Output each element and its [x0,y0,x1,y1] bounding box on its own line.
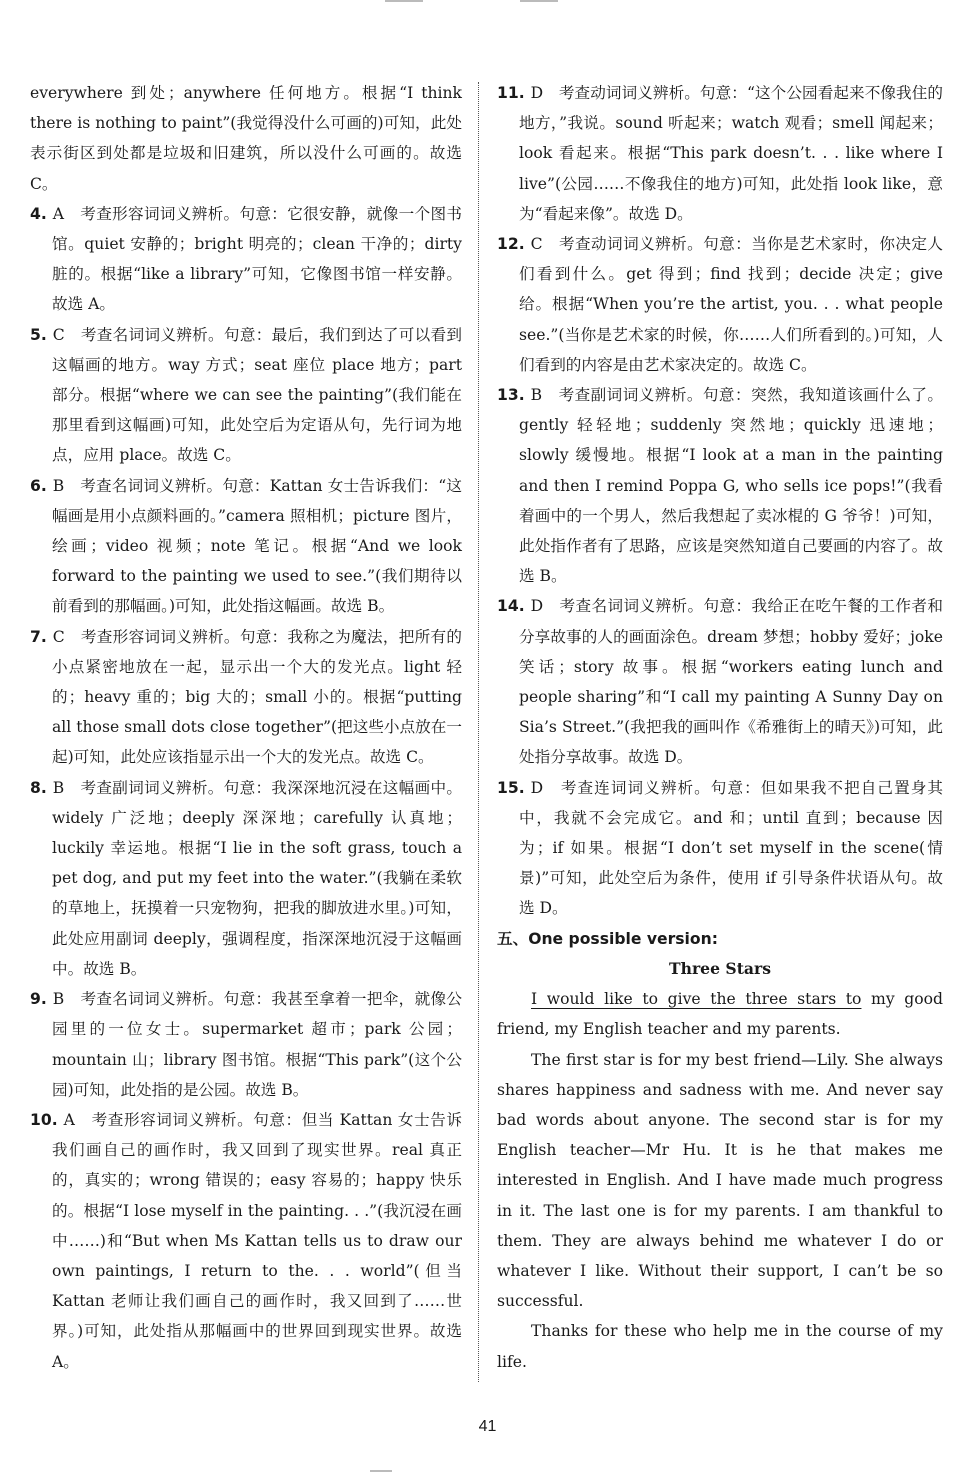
right-column [497,78,943,1377]
answer-text: A 考查形容词词义辨析。句意：但当 Kattan 女士告诉我们画自己的画作时，我又回到了现实世界。real 真正的，真实的；wrong 错误的；easy 容易的；happy 快乐的。根据“I lose myself in the painting. . .”(我沉浸在画中……)和“But when Ms Kattan tells us to draw our own paintings, I return to the. . . world”(但当 Kattan 老师让我们画自己的画作时，我又回到了……世界。)可知，此处指从那幅画中的世界回到现实世界。故选 A。 [52,1110,462,1371]
answer-number: 11. [497,84,525,102]
essay-body [497,984,943,1377]
underlined-first-sentence: I would like to give the three stars to [531,990,862,1009]
answer-text: everywhere 到处；anywhere 任何地方。根据“I think there is nothing to paint”(我觉得没什么可画的)可知，此处表示街区到处都是垃圾和旧建筑，所以没什么可画的。故选 C。 [30,84,462,193]
answer-number: 14. [497,597,525,616]
answer-item-9 [30,984,462,1105]
essay-title: Three Stars [669,958,771,978]
answer-number: 8. [30,778,47,797]
scan-edge-mark [385,0,423,2]
answer-text: D 考查名词词义辨析。句意：我给正在吃午餐的工作者和分享故事的人的画面涂色。dream 梦想；hobby 爱好；joke 笑话；story 故事。根据“workers eating lunch and people sharing”和“I call my painting A Sunny Day on Sia’s Street.”(我把我的画叫作《希雅街上的晴天》)可知，此处指分享故事。故选 D。 [519,597,943,767]
left-column [30,78,462,1377]
answer-text: C 考查名词词义辨析。句意：最后，我们到达了可以看到这幅画的地方。way 方式；seat 座位 place 地方；part 部分。根据“where we can see the painting”(我们能在那里看到这幅画)可知，此处空后为定语从句，先行词为地点，应用 place。故选 C。 [52,325,462,465]
answer-number: 10. [30,1110,58,1129]
scan-edge-mark [520,0,558,2]
answer-text: B 考查副词词义辨析。句意：我深深地沉浸在这幅画中。widely 广泛地；deeply 深深地；carefully 认真地；luckily 幸运地。根据“I lie in the soft grass, touch a pet dog, and put my feet into the water.”(我躺在柔软的草地上，抚摸着一只宠物狗，把我的脚放进水里。)可知，此处应用副词 deeply，强调程度，指深深地沉浸于这幅画中。故选 B。 [52,778,462,978]
answer-item-5 [30,320,462,471]
answer-text: B 考查副词词义辨析。句意：突然，我知道该画什么了。gently 轻轻地；suddenly 突然地；quickly 迅速地；slowly 缓慢地。根据“I look at a man in the painting and then I remind Poppa G, who sells ice pops!”(我看着画中的一个男人，然后我想起了卖冰棍的 G 爷爷！)可知，此处指作者有了思路，应该是突然知道自己要画的内容了。故选 B。 [519,386,943,586]
answer-number: 5. [30,325,47,344]
column-divider [478,82,479,1382]
essay-paragraph-1 [497,984,943,1044]
answer-item-3-continued [30,78,462,199]
answer-text: C 考查动词词义辨析。句意：当你是艺术家时，你决定人们看到什么。get 得到；find 找到；decide 决定；give 给。根据“When you’re the artist, you. . . what people see.”(当你是艺术家的时候，你……人们所看到的。)可知，人们看到的内容是由艺术家决定的。故选 C。 [519,235,943,374]
answer-item-11 [497,78,943,229]
answer-number: 15. [497,778,525,797]
answer-number: 12. [497,235,525,254]
answer-item-4 [30,199,462,320]
answer-number: 13. [497,386,525,405]
answer-item-8 [30,773,462,984]
answer-item-6 [30,471,462,622]
essay-text: my good friend, my English teacher and my parents. [497,990,943,1039]
answer-text: C 考查形容词词义辨析。句意：我称之为魔法，把所有的小点紧密地放在一起，显示出一个大的发光点。light 轻的；heavy 重的；big 大的；small 小的。根据“putting all those small dots close together”(把这些小点放在一起)可知，此处应该指显示出一个大的发光点。故选 C。 [52,627,462,767]
answer-number: 6. [30,476,47,495]
answer-number: 4. [30,204,47,223]
answer-item-14 [497,591,943,772]
answer-item-12 [497,229,943,380]
answer-text: B 考查名词词义辨析。句意：我甚至拿着一把伞，就像公园里的一位女士。supermarket 超市；park 公园；mountain 山；library 图书馆。根据“This park”(这个公园)可知，此处指的是公园。故选 B。 [52,990,462,1099]
answer-item-13 [497,380,943,591]
page-number: 41 [478,1418,497,1435]
essay-paragraph-3: Thanks for these who help me in the course of my life. [497,1322,943,1371]
essay-paragraph-2: The first star is for my best friend—Lily. She always shares happiness and sadness with me. And never say bad words about anyone. The second star is for my English teacher—Mr Hu. It is he that makes me interested in English. And I have made much progress in it. The last one is for my parents. I am thankful to them. They are always behind me whatever I do or whatever I like. Without their support, I can’t be so successful. [497,1050,943,1311]
answer-number: 7. [30,627,47,646]
answer-item-7 [30,622,462,773]
answer-text: D 考查连词词义辨析。句意：但如果我不把自己置身其中，我就不会完成它。and 和；until 直到；because 因为；if 如果。根据“I don’t set myself in the scene(情景)”可知，此处空后为条件，使用 if 引导条件状语从句。故选 D。 [519,778,943,918]
scan-edge-mark [370,1470,392,1472]
answer-number: 9. [30,990,47,1009]
section-heading: 五、One possible version: [497,929,718,948]
answer-text: D 考查动词词义辨析。句意：“这个公园看起来不像我住的地方，”我说。sound 听起来；watch 观看；smell 闻起来；look 看起来。根据“This park doesn’t. . . like where I live”(公园……不像我住的地方)可知，此处指 look like，意为“看起来像”。故选 D。 [519,84,943,223]
answer-item-10 [30,1105,462,1377]
answer-text: A 考查形容词词义辨析。句意：它很安静，就像一个图书馆。quiet 安静的；bright 明亮的；clean 干净的；dirty 脏的。根据“like a library”可知，它像图书馆一样安静。故选 A。 [52,204,462,314]
answer-item-15 [497,773,943,924]
answer-text: B 考查名词词义辨析。句意：Kattan 女士告诉我们：“这幅画是用小点颜料画的。”camera 照相机；picture 图片，绘画；video 视频；note 笔记。根据“And we look forward to the painting we used to see.”(我们期待以前看到的那幅画。)可知，此处指这幅画。故选 B。 [52,476,462,616]
